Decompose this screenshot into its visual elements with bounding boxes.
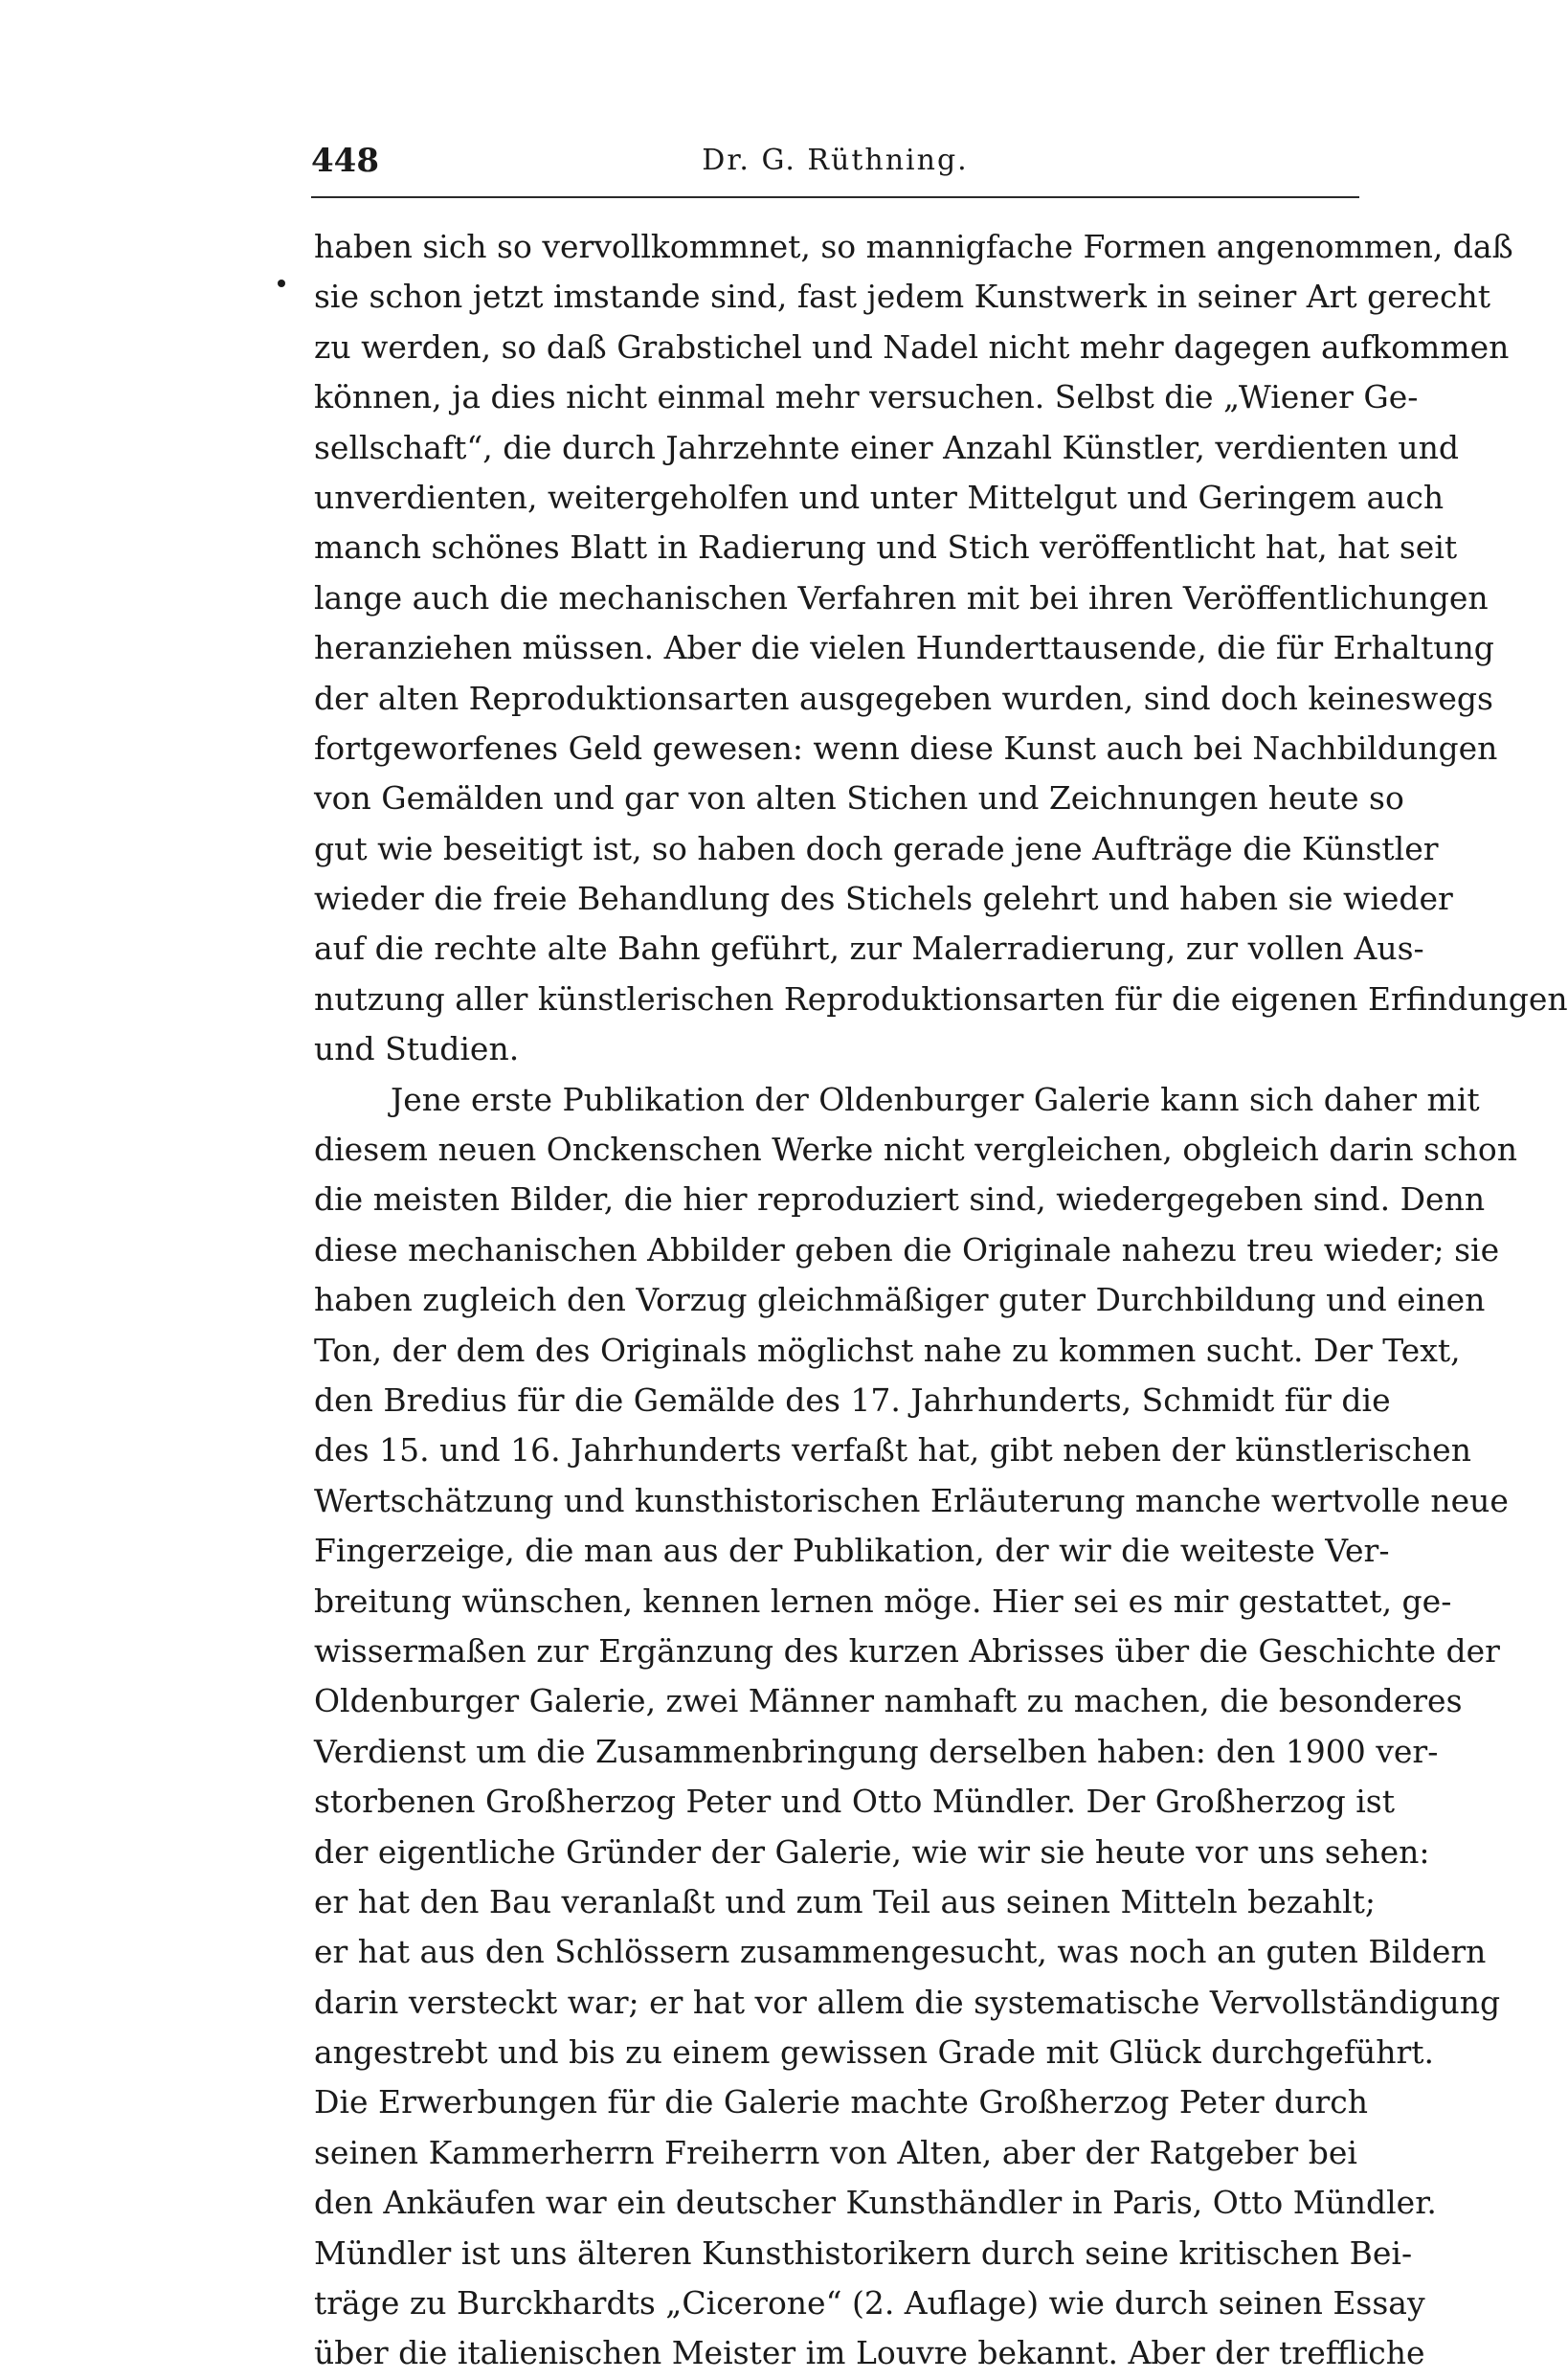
running-head (311, 142, 1359, 195)
text-line: angestrebt und bis zu einem gewissen Grade mit Glück durchgeführt. (314, 2033, 1435, 2072)
text-line: diese mechanischen Abbilder geben die Originale nahezu treu wieder; sie (314, 1230, 1500, 1268)
text-line: seinen Kammerherrn Freiherrn von Alten, aber der Ratgeber bei (314, 2133, 1357, 2171)
text-line: Jene erste Publikation der Oldenburger Galerie kann sich daher mit (391, 1080, 1480, 1118)
margin-dot (278, 280, 285, 287)
text-line: Ton, der dem des Originals möglichst nahe zu kommen sucht. Der Text, (314, 1331, 1461, 1369)
text-line: lange auch die mechanischen Verfahren mit bei ihren Veröffentlichungen (314, 578, 1489, 617)
text-line: sellschaft“, die durch Jahrzehnte einer Anzahl Künstler, verdienten und (314, 428, 1459, 466)
header-rule (311, 196, 1359, 198)
text-line: gut wie beseitigt ist, so haben doch gerade jene Aufträge die Künstler (314, 829, 1439, 867)
text-line: nutzung aller künstlerischen Reproduktionsarten für die eigenen Erfindungen (314, 979, 1568, 1018)
text-line: die meisten Bilder, die hier reproduziert sind, wiedergegeben sind. Denn (314, 1180, 1486, 1219)
text-line: storbenen Großherzog Peter und Otto Mündler. Der Großherzog ist (314, 1783, 1395, 1821)
text-line: wissermaßen zur Ergänzung des kurzen Abrisses über die Geschichte der (314, 1631, 1500, 1670)
text-line: darin versteckt war; er hat vor allem die systematische Vervollständigung (314, 1983, 1501, 2021)
text-line: von Gemälden und gar von alten Stichen und Zeichnungen heute so (314, 779, 1404, 818)
text-line: er hat den Bau veranlaßt und zum Teil aus seinen Mitteln bezahlt; (314, 1882, 1377, 1920)
text-line: fortgeworfenes Geld gewesen: wenn diese Kunst auch bei Nachbildungen (314, 729, 1498, 767)
text-line: haben zugleich den Vorzug gleichmäßiger guter Durchbildung und einen (314, 1281, 1486, 1319)
page-number: 448 (311, 142, 379, 180)
text-line: haben sich so vervollkommnet, so mannigfache Formen angenommen, daß (314, 228, 1513, 265)
text-line: Mündler ist uns älteren Kunsthistorikern durch seine kritischen Bei- (314, 2233, 1413, 2272)
text-line: der alten Reproduktionsarten ausgegeben wurden, sind doch keineswegs (314, 679, 1493, 717)
text-line: Fingerzeige, die man aus der Publikation, der wir die weiteste Ver- (314, 1532, 1390, 1570)
text-line: wieder die freie Behandlung des Stichels gelehrt und haben sie wieder (314, 880, 1453, 918)
text-line: den Ankäufen war ein deutscher Kunsthändler in Paris, Otto Mündler. (314, 2184, 1437, 2222)
text-line: er hat aus den Schlössern zusammengesucht, was noch an guten Bildern (314, 1933, 1487, 1971)
body-text (314, 222, 1568, 2379)
text-line: über die italienischen Meister im Louvre bekannt. Aber der treffliche (314, 2334, 1425, 2372)
paragraph (314, 1075, 1517, 2379)
text-line: heranziehen müssen. Aber die vielen Hunderttausende, die für Erhaltung (314, 629, 1494, 667)
text-line: und Studien. (314, 1030, 520, 1068)
text-line: des 15. und 16. Jahrhunderts verfaßt hat, gibt neben der künstlerischen (314, 1431, 1471, 1470)
text-line: unverdienten, weitergeholfen und unter Mittelgut und Geringem auch (314, 478, 1445, 516)
text-line: manch schönes Blatt in Radierung und Stich veröffentlicht hat, hat seit (314, 528, 1458, 567)
text-line: Oldenburger Galerie, zwei Männer namhaft zu machen, die besonderes (314, 1682, 1463, 1720)
running-title: Dr. G. Rüthning. (702, 144, 969, 177)
text-line: Wertschätzung und kunsthistorischen Erläuterung manche wertvolle neue (314, 1481, 1509, 1519)
text-line: Die Erwerbungen für die Galerie machte Großherzog Peter durch (314, 2083, 1369, 2121)
text-line: Verdienst um die Zusammenbringung derselben haben: den 1900 ver- (314, 1732, 1439, 1770)
text-line: breitung wünschen, kennen lernen möge. Hier sei es mir gestattet, ge- (314, 1582, 1452, 1620)
text-line: träge zu Burckhardts „Cicerone“ (2. Auflage) wie durch seinen Essay (314, 2284, 1425, 2323)
text-line: diesem neuen Onckenschen Werke nicht vergleichen, obgleich darin schon (314, 1131, 1517, 1169)
text-line: auf die rechte alte Bahn geführt, zur Malerradierung, zur vollen Aus- (314, 930, 1424, 968)
text-line: zu werden, so daß Grabstichel und Nadel nicht mehr dagegen aufkommen (314, 327, 1510, 366)
text-line: den Bredius für die Gemälde des 17. Jahrhunderts, Schmidt für die (314, 1380, 1391, 1419)
text-line: der eigentliche Gründer der Galerie, wie wir sie heute vor uns sehen: (314, 1832, 1430, 1871)
paragraph (314, 222, 1568, 1075)
text-line: können, ja dies nicht einmal mehr versuchen. Selbst die „Wiener Ge- (314, 378, 1419, 416)
text-line: sie schon jetzt imstande sind, fast jedem Kunstwerk in seiner Art gerecht (314, 278, 1491, 316)
